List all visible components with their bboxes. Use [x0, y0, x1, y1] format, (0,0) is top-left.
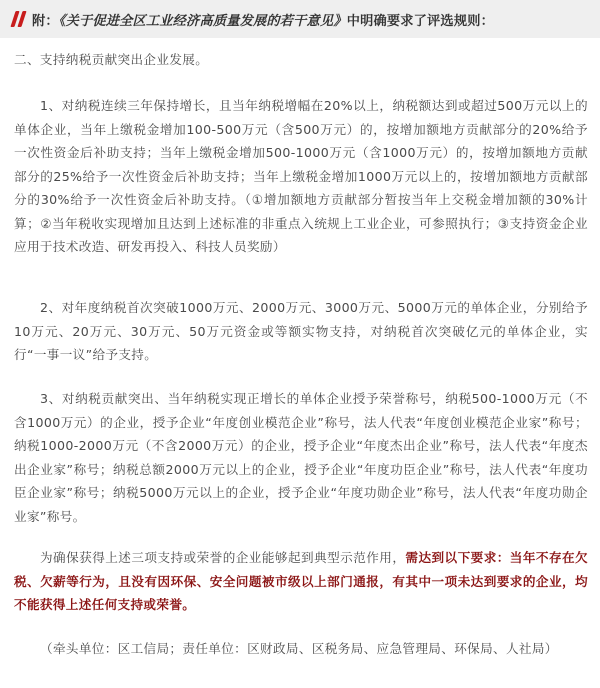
requirement-intro: 为确保获得上述三项支持或荣誉的企业能够起到典型示范作用，: [40, 550, 406, 565]
item-2-paragraph: 2、对年度纳税首次突破1000万元、2000万元、3000万元、5000万元的单体企业，分别给予10万元、20万元、30万元、50万元资金或等额实物支持，对纳税首次突破亿元的单体企业，实行“一事一议”给予支持。: [14, 300, 588, 362]
requirement-highlight: 需达到以下要求：当年不存在欠税、欠薪等行为，且没有因环保、安全问题被市级以上部门通报，有其中一项未达到要求的企业，均不能获得上述任何支持或荣誉。: [14, 550, 588, 612]
item-3-paragraph: 3、对纳税贡献突出、当年纳税实现正增长的单体企业授予荣誉称号，纳税500-1000万元（不含1000万元）的企业，授予企业“年度创业模范企业”称号，法人代表“年度创业模范企业家”称号；纳税1000-2000万元（不含2000万元）的企业，授予企业“年度杰出企业”称号，法人代表“年度杰出企业家”称号；纳税总额2000万元以上的企业，授予企业“年度功臣企业”称号，法人代表“年度功臣企业家”称号；纳税5000万元以上的企业，授予企业“年度功勋企业”称号，法人代表“年度功勋企业家”称号。: [14, 391, 588, 524]
double-slash-icon: [12, 10, 26, 28]
header-doc-title: 《关于促进全区工业经济高质量发展的若干意见》: [58, 13, 347, 29]
header-bar: [0, 0, 600, 38]
header-prefix: 附：: [32, 13, 59, 29]
header-suffix: 中明确要求了评选规则：: [346, 13, 494, 29]
requirement-paragraph: [14, 546, 588, 617]
lead-units-paragraph: （牵头单位：区工信局；责任单位：区财政局、区税务局、应急管理局、环保局、人社局）: [40, 641, 558, 656]
section-heading: 二、支持纳税贡献突出企业发展。: [14, 52, 209, 67]
header-text: [32, 10, 494, 29]
item-1-paragraph: 1、对纳税连续三年保持增长，且当年纳税增幅在20%以上，纳税额达到或超过500万元以上的单体企业，当年上缴税金增加100-500万元（含500万元）的，按增加额地方贡献部分的20%给予一次性资金后补助支持；当年上缴税金增加500-1000万元（含1000万元）的，按增加额地方贡献部分的25%给予一次性资金后补助支持；当年上缴税金增加1000万元以上的，按增加额地方贡献部分的30%给予一次性资金后补助支持。（①增加额地方贡献部分暂按当年上交税金增加额的30%计算；②当年税收实现增加且达到上述标准的非重点入统规上工业企业，可参照执行；③支持资金企业应用于技术改造、研发再投入、科技人员奖励）: [14, 98, 588, 254]
